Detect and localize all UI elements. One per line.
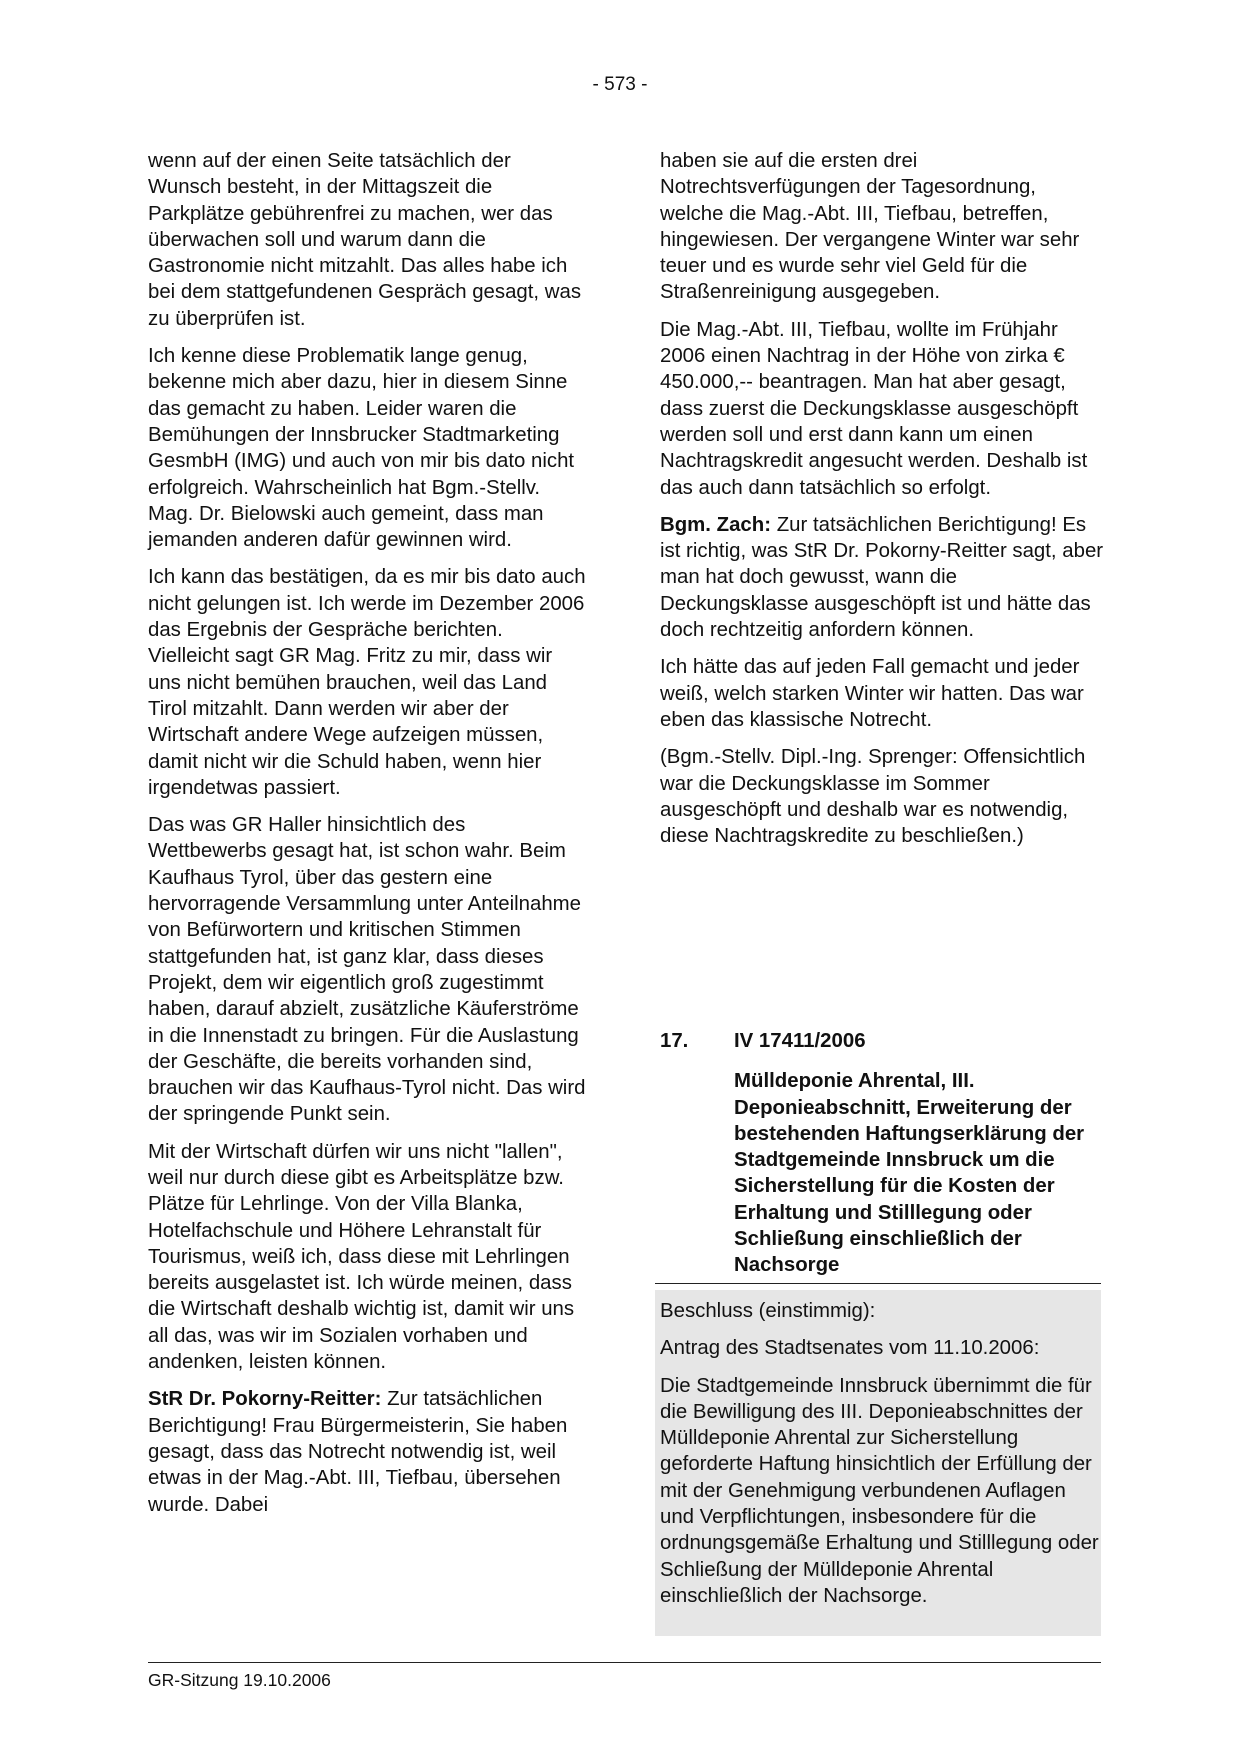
paragraph: (Bgm.-Stellv. Dipl.-Ing. Sprenger: Offensichtlich war die Deckungsklasse im Sommer ausgeschöpft und deshalb war es notwendig, diese Nachtragskredite zu beschließen.) [660, 746, 1086, 848]
paragraph: haben sie auf die ersten drei Notrechtsverfügungen der Tagesordnung, welche die Mag.-Abt. III, Tiefbau, betreffen, hingewiesen. Der vergangene Winter war sehr teuer und es wurde sehr viel Geld für die Straßenreinigung ausgegeben. [660, 150, 1080, 304]
agenda-item-title: Mülldeponie Ahrental, III. Deponieabschnitt, Erweiterung der bestehenden Haftungserklärung der Stadtgemeinde Innsbruck um die Sicherstellung für die Kosten der Erhaltung und Stilllegung oder Schließung einschließlich der Nachsorge [734, 1070, 1085, 1277]
agenda-item [660, 1028, 1105, 1279]
footer: GR-Sitzung 19.10.2006 [148, 1670, 331, 1690]
paragraph: Die Mag.-Abt. III, Tiefbau, wollte im Frühjahr 2006 einen Nachtrag in der Höhe von zirka € 450.000,-- beantragen. Man hat aber gesagt, dass zuerst die Deckungsklasse ausgeschöpft werden soll und erst dann kann um einen Nachtragskredit angesucht werden. Deshalb ist das auch dann tatsächlich so erfolgt. [660, 318, 1088, 499]
paragraph: Ich kenne diese Problematik lange genug, bekenne mich aber dazu, hier in diesem Sinne das gemacht zu haben. Leider waren die Bemühungen der Innsbrucker Stadtmarketing GesmbH (IMG) und auch von mir bis dato nicht erfolgreich. Wahrscheinlich hat Bgm.-Stellv. Mag. Dr. Bielowski auch gemeint, dass man jemanden anderen dafür gewinnen wird. [148, 345, 575, 552]
right-column [660, 148, 1105, 860]
page-number: - 573 - [592, 74, 648, 95]
paragraph: Ich kann das bestätigen, da es mir bis dato auch nicht gelungen ist. Ich werde im Dezember 2006 das Ergebnis der Gespräche berichten. Vielleicht sagt GR Mag. Fritz zu mir, dass wir uns nicht bemühen brauchen, weil das Land Tirol mitzahlt. Dann werden wir aber der Wirtschaft andere Wege aufzeigen müssen, damit nicht wir die Schuld haben, wenn hier irgendetwas passiert. [148, 566, 586, 799]
paragraph: Ich hätte das auf jeden Fall gemacht und jeder weiß, welch starken Winter wir hatten. Das war eben das klassische Notrecht. [660, 656, 1084, 731]
divider [655, 1283, 1101, 1284]
agenda-item-reference: IV 17411/2006 [734, 1030, 866, 1052]
paragraph: wenn auf der einen Seite tatsächlich der Wunsch besteht, in der Mittagszeit die Parkplätze gebührenfrei zu machen, wer das überwachen soll und warum dann die Gastronomie nicht mitzahlt. Das alles habe ich bei dem stattgefundenen Gespräch gesagt, was zu überprüfen ist. [148, 150, 582, 330]
footer-divider [148, 1662, 1101, 1663]
speaker-name: StR Dr. Pokorny-Reitter: [148, 1388, 382, 1411]
paragraph: Bgm. Zach: Zur tatsächlichen Berichtigung! Es ist richtig, was StR Dr. Pokorny-Reitter sagt, aber man hat doch gewusst, wann die Deckungsklasse ausgeschöpft ist und hätte das doch rechtzeitig anfordern können. [660, 513, 1104, 642]
paragraph: Mit der Wirtschaft dürfen wir uns nicht "lallen", weil nur durch diese gibt es Arbeitsplätze bzw. Plätze für Lehrlinge. Von der Villa Blanka, Hotelfachschule und Höhere Lehranstalt für Tourismus, weiß ich, dass diese mit Lehrlingen bereits ausgelastet ist. Ich würde meinen, dass die Wirtschaft deshalb wichtig ist, damit wir uns all das, was wir im Sozialen vorhaben und andenken, leisten können. [148, 1140, 575, 1374]
decision-text: Die Stadtgemeinde Innsbruck übernimmt die für die Bewilligung des III. Deponieabschnittes der Mülldeponie Ahrental zur Sicherstellung geforderte Haftung hinsichtlich der Erfüllung der mit der Genehmigung verbundenen Auflagen und Verpflichtungen, insbesondere für die ordnungsgemäße Erhaltung und Stilllegung oder Schließung der Mülldeponie Ahrental einschließlich der Nachsorge. [660, 1374, 1099, 1607]
speaker-name: Bgm. Zach: [660, 513, 772, 536]
paragraph: StR Dr. Pokorny-Reitter: Zur tatsächlichen Berichtigung! Frau Bürgermeisterin, Sie haben gesagt, dass das Notrecht notwendig ist, weil etwas in der Mag.-Abt. III, Tiefbau, übersehen wurde. Dabei [148, 1388, 568, 1516]
decision-label: Beschluss (einstimmig): [660, 1300, 876, 1322]
paragraph: Das was GR Haller hinsichtlich des Wettbewerbs gesagt hat, ist schon wahr. Beim Kaufhaus Tyrol, über das gestern eine hervorragende Versammlung unter Anteilnahme von Befürwortern und kritischen Stimmen stattgefunden hat, ist ganz klar, dass dieses Projekt, dem wir eigentlich groß zugestimmt haben, darauf abzielt, zusätzliche Käuferströme in die Innenstadt zu bringen. Für die Auslastung der Geschäfte, die bereits vorhanden sind, brauchen wir das Kaufhaus-Tyrol nicht. Das wird der springende Punkt sein. [148, 814, 586, 1126]
left-column [148, 148, 588, 1529]
agenda-item-number: 17. [660, 1030, 689, 1052]
decision-motion: Antrag des Stadtsenates vom 11.10.2006: [660, 1337, 1040, 1360]
decision-box [655, 1290, 1101, 1636]
